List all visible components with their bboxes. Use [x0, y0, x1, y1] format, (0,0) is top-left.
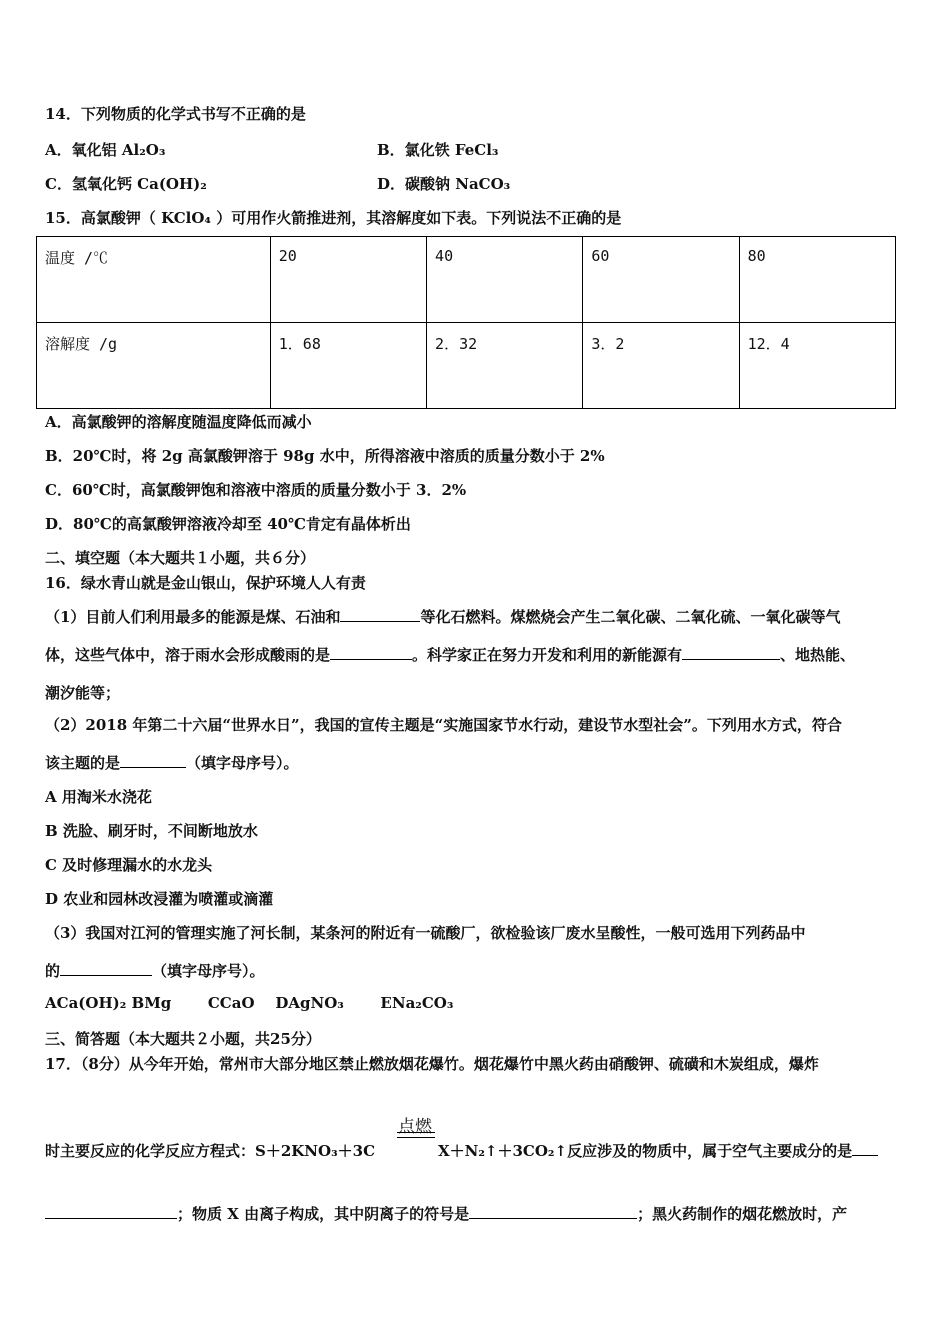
q17-text: ；物质 X 由离子构成，其中阴离子的符号是: [177, 1205, 470, 1223]
q16-p1-text: 、地热能、: [780, 646, 856, 664]
q16-part3-line2: [45, 960, 265, 981]
q16-part2-line1: （2）2018 年第二十六届“世界水日”，我国的宣传主题是“实施国家节水行动，建设节水型社会”。下列用水方式，符合: [45, 716, 842, 734]
table-row: [37, 237, 896, 323]
table-row: [37, 323, 896, 409]
q14-option-d: D．碳酸钠 NaCO₃: [377, 175, 511, 193]
q16-stem: 16．绿水青山就是金山银山，保护环境人人有责: [45, 574, 366, 592]
table-cell: 80: [739, 237, 895, 323]
q16-p1-text: 。科学家正在努力开发和利用的新能源有: [412, 646, 683, 664]
table-cell: 60: [583, 237, 739, 323]
q14-stem: 14．下列物质的化学式书写不正确的是: [45, 105, 306, 123]
q16-option-b: B 洗脸、刷牙时，不间断地放水: [45, 822, 258, 840]
section-heading-fill-in: 二、填空题（本大题共１小题，共６分）: [45, 549, 316, 567]
q16-p3-text: （填字母序号）。: [152, 962, 265, 980]
q17-text: ；黑火药制作的烟花燃放时，产: [637, 1205, 848, 1223]
q15-stem: 15．高氯酸钾（ KClO₄ ）可用作火箭推进剂，其溶解度如下表。下列说法不正确的是: [45, 209, 622, 227]
table-cell: 温度 /℃: [37, 237, 271, 323]
answer-blank[interactable]: [340, 607, 420, 622]
reaction-condition: 点燃: [398, 1117, 432, 1137]
q17-line3: [45, 1203, 847, 1224]
q17-eq-text: X＋N₂↑＋3CO₂↑反应涉及的物质中，属于空气主要成分的是: [438, 1142, 853, 1160]
q17-equation-right: [438, 1140, 878, 1161]
q16-option-d: D 农业和园林改浸灌为喷灌或滴灌: [45, 890, 274, 908]
answer-blank[interactable]: [60, 961, 152, 976]
q16-reagents: ACa(OH)₂ BMg CCaO DAgNO₃ ENa₂CO₃: [45, 994, 454, 1012]
q16-part1-line3: 潮汐能等；: [45, 684, 121, 702]
table-cell: 12．4: [739, 323, 895, 409]
q16-part1-line2: [45, 644, 855, 665]
answer-blank[interactable]: [852, 1141, 878, 1156]
reaction-equals-sign: [397, 1132, 435, 1138]
table-cell: 溶解度 /g: [37, 323, 271, 409]
answer-blank[interactable]: [682, 645, 780, 660]
q16-p1-text: （1）目前人们利用最多的能源是煤、石油和: [45, 608, 341, 626]
q15-option-d: D．80℃的高氯酸钾溶液冷却至 40℃肯定有晶体析出: [45, 515, 411, 533]
answer-blank[interactable]: [45, 1204, 177, 1219]
q15-option-b: B．20℃时，将 2g 高氯酸钾溶于 98g 水中，所得溶液中溶质的质量分数小于 2%: [45, 447, 605, 465]
answer-blank[interactable]: [330, 645, 412, 660]
solubility-table: [36, 236, 896, 409]
answer-blank[interactable]: [120, 753, 186, 768]
q14-option-b: B．氯化铁 FeCl₃: [377, 141, 499, 159]
q16-p1-text: 体，这些气体中，溶于雨水会形成酸雨的是: [45, 646, 331, 664]
q17-equation-left: 时主要反应的化学反应方程式：S＋2KNO₃＋3C: [45, 1142, 376, 1160]
table-cell: 20: [270, 237, 426, 323]
section-heading-short-answer: 三、简答题（本大题共２小题，共25分）: [45, 1030, 321, 1048]
q16-p3-text: 的: [45, 962, 61, 980]
table-cell: 40: [427, 237, 583, 323]
q16-part1-line1: [45, 606, 840, 627]
q17-stem: 17．（8分）从今年开始，常州市大部分地区禁止燃放烟花爆竹。烟花爆竹中黑火药由硝酸钾、硫磺和木炭组成，爆炸: [45, 1055, 819, 1073]
q15-option-c: C．60℃时，高氯酸钾饱和溶液中溶质的质量分数小于 3．2%: [45, 481, 467, 499]
q15-option-a: A．高氯酸钾的溶解度随温度降低而减小: [45, 413, 312, 431]
q16-p1-text: 等化石燃料。煤燃烧会产生二氧化碳、二氧化硫、一氧化碳等气: [420, 608, 841, 626]
q16-option-c: C 及时修理漏水的水龙头: [45, 856, 213, 874]
q16-option-a: A 用淘米水浇花: [45, 788, 152, 806]
table-cell: 1．68: [270, 323, 426, 409]
q16-part2-line2: [45, 752, 299, 773]
table-cell: 3．2: [583, 323, 739, 409]
q14-option-a: A．氧化铝 Al₂O₃: [45, 141, 166, 159]
answer-blank[interactable]: [469, 1204, 637, 1219]
q16-part3-line1: （3）我国对江河的管理实施了河长制，某条河的附近有一硫酸厂，欲检验该厂废水呈酸性，一般可选用下列药品中: [45, 924, 806, 942]
table-cell: 2．32: [427, 323, 583, 409]
q14-option-c: C．氢氧化钙 Ca(OH)₂: [45, 175, 207, 193]
q16-p2-text: 该主题的是: [45, 754, 121, 772]
q16-p2-text: （填字母序号）。: [186, 754, 299, 772]
